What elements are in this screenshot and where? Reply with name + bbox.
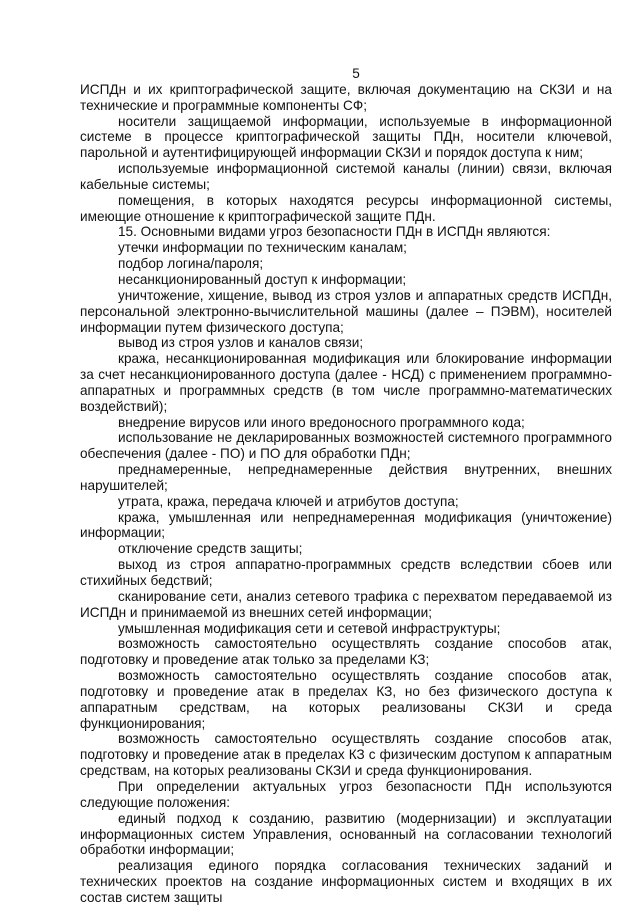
paragraph: При определении актуальных угроз безопасности ПДн используются следующие положения: [80,778,612,810]
list-item: подбор логина/пароля; [118,256,264,272]
document-page [80,66,612,906]
list-item: умышленная модификация сети и сетевой инфраструктуры; [118,620,501,636]
list-item: выход из строя аппаратно-программных средств вследствии сбоев или стихийных бедствий; [80,557,612,588]
page-number: 5 [352,66,360,81]
list-item: несанкционированный доступ к информации; [118,271,407,287]
list-item: возможность самостоятельно осуществлять создание способов атак, подготовку и проведение атак в пределах КЗ с физическим доступом к аппаратным средствам, на которых реализованы СКЗИ и среда функционирования. [80,731,612,779]
list-item: возможность самостоятельно осуществлять создание способов атак, подготовку и проведение атак в пределах КЗ, но без физического доступа к аппаратным средствам, на которых реализованы СКЗИ и среда функционирования; [80,668,612,731]
paragraph: носители защищаемой информации, используемые в информационной системе в процессе криптографической защиты ПДн, носители ключевой, парольной и аутентифицирующей информации СКЗИ и порядок доступа к ним; [80,113,612,161]
list-item: уничтожение, хищение, вывод из строя узлов и аппаратных средств ИСПДн, персональной электронно-вычислительной машины (далее – ПЭВМ), носителей информации путем физического доступа; [80,287,612,335]
section-heading: 15. Основными видами угроз безопасности ПДн в ИСПДн являются: [118,224,551,240]
list-item: возможность самостоятельно осуществлять создание способов атак, подготовку и проведение атак только за пределами КЗ; [80,636,612,668]
paragraph: помещения, в которых находятся ресурсы информационной системы, имеющие отношение к криптографической защите ПДн. [80,192,612,224]
list-item: внедрение вирусов или иного вредоносного программного кода; [118,414,525,430]
list-item: утечки информации по техническим каналам; [118,240,407,256]
list-item: отключение средств защиты; [118,541,303,557]
list-item: единый подход к созданию, развитию (модернизации) и эксплуатации информационных систем Управления, основанный на согласовании технологий обработки информации; [80,810,612,858]
paragraph: ИСПДн и их криптографической защите, включая документацию на СКЗИ и на технические и программные компоненты СФ; [80,81,612,113]
list-item: кража, умышленная или непреднамеренная модификация (уничтожение) информации; [80,509,612,541]
list-item: преднамеренные, непреднамеренные действия внутренних, внешних нарушителей; [80,462,612,493]
list-item: утрата, кража, передача ключей и атрибутов доступа; [118,493,459,509]
paragraph: используемые информационной системой каналы (линии) связи, включая кабельные системы; [80,161,612,192]
list-item: кража, несанкционированная модификация или блокирование информации за счет несанкционированного доступа (далее - НСД) с применением программно-аппаратных и программных средств (в том числе программно-математических воздействий); [80,351,612,414]
list-item: реализация единого порядка согласования технических заданий и технических проектов на создание информационных систем и входящих в их состав систем защиты [80,858,612,905]
list-item: вывод из строя узлов и каналов связи; [118,335,364,351]
list-item: использование не декларированных возможностей системного программного обеспечения (далее - ПО) и ПО для обработки ПДн; [80,430,612,462]
list-item: сканирование сети, анализ сетевого трафика с перехватом передаваемой из ИСПДн и принимаемой из внешних сетей информации; [80,588,612,620]
